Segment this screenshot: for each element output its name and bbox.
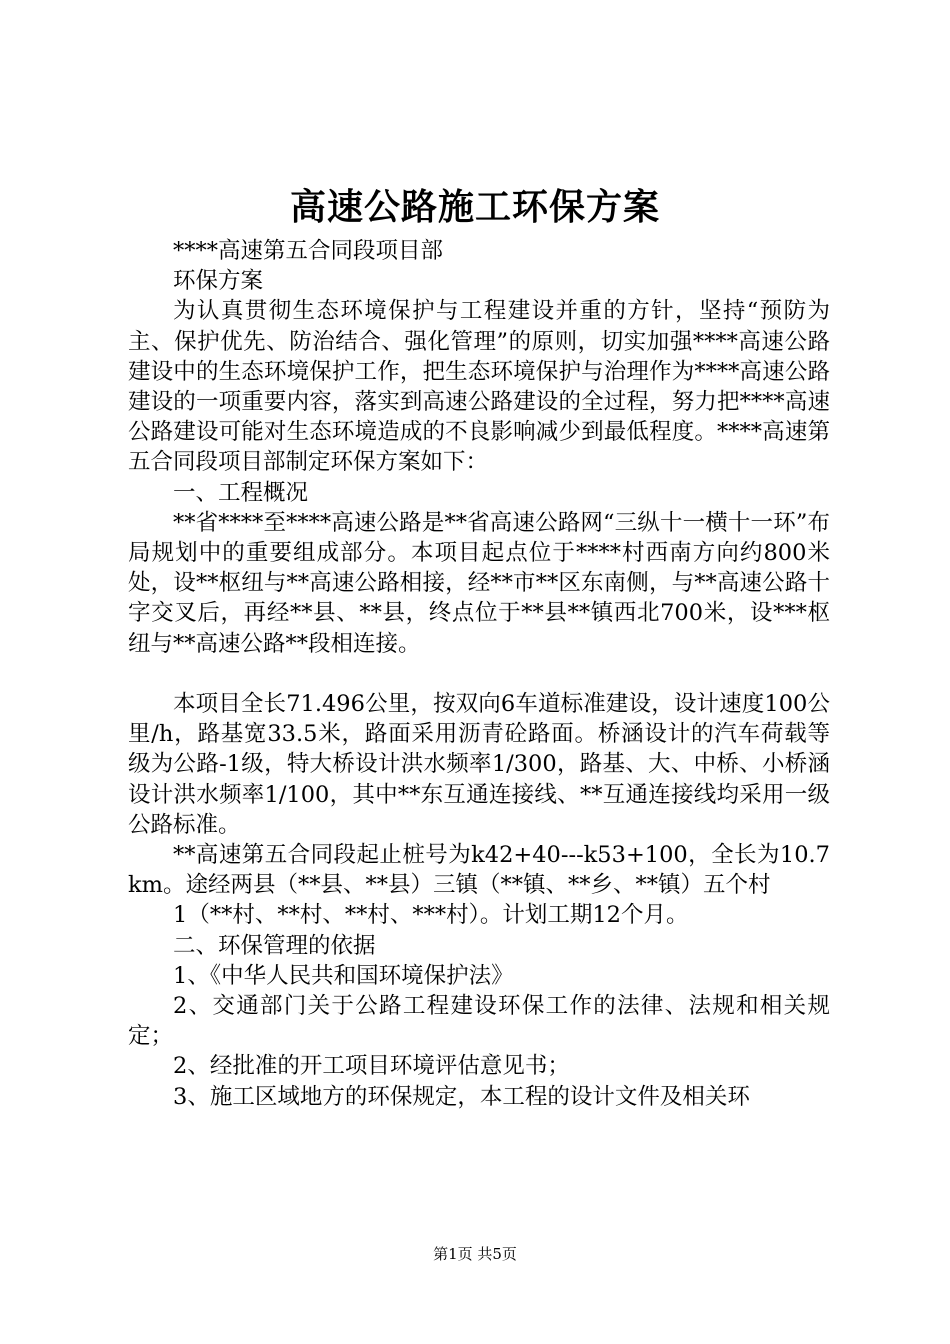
villages-schedule-line: 1（**村、**村、**村、***村）。计划工期12个月。 bbox=[173, 902, 689, 929]
blank-line bbox=[128, 659, 830, 689]
basis-item-2: 2、交通部门关于公路工程建设环保工作的法律、法规和相关规定； bbox=[128, 993, 830, 1050]
intro-paragraph: 为认真贯彻生态环境保护与工程建设并重的方针，坚持“预防为主、保护优先、防治结合、强化管理”的原则，切实加强****高速公路建设中的生态环境保护工作，把生态环境保护与治理作为****高速公路建设的一项重要内容，落实到高速公路建设的全过程，努力把****高速公路建设可能对生态环境造成的不良影响减少到最低程度。****高速第五合同段项目部制定环保方案如下： bbox=[128, 298, 830, 476]
overview-paragraph: **省****至****高速公路是**省高速公路网“三纵十一横十一环”布局规划中的重要组成部分。本项目起点位于****村西南方向约800米处，设**枢纽与**高速公路相接，经**市**区东南侧，与**高速公路十字交叉后，再经**县、**县，终点位于**县**镇西北700米，设***枢纽与**高速公路**段相连接。 bbox=[128, 509, 830, 657]
document-body bbox=[128, 236, 830, 1112]
basis-item-3: 3、施工区域地方的环保规定，本工程的设计文件及相关环 bbox=[173, 1083, 750, 1110]
section-heading-overview: 一、工程概况 bbox=[173, 479, 309, 506]
specs-paragraph: 本项目全长71.496公里，按双向6车道标准建设，设计速度100公里/h，路基宽33.5米，路面采用沥青砼路面。桥涵设计的汽车荷载等级为公路-1级，特大桥设计洪水频率1/300，路基、大、中桥、小桥涵设计洪水频率1/100，其中**东互通连接线、**互通连接线均采用一级公路标准。 bbox=[128, 691, 830, 838]
project-department-line: ****高速第五合同段项目部 bbox=[173, 238, 444, 264]
basis-item-1: 1、《中华人民共和国环境保护法》 bbox=[173, 962, 514, 989]
subtitle-line: 环保方案 bbox=[173, 268, 264, 295]
document-title: 高速公路施工环保方案 bbox=[289, 186, 660, 228]
section-heading-basis: 二、环保管理的依据 bbox=[173, 932, 376, 959]
section-scope-paragraph: **高速第五合同段起止桩号为k42+40---k53+100，全长为10.7km。途经两县（**县、**县）三镇（**镇、**乡、**镇）五个村 bbox=[128, 842, 830, 899]
basis-item-2b: 2、经批准的开工项目环境评估意见书； bbox=[173, 1053, 570, 1080]
page-footer: 第1页 共5页 bbox=[433, 1245, 517, 1263]
